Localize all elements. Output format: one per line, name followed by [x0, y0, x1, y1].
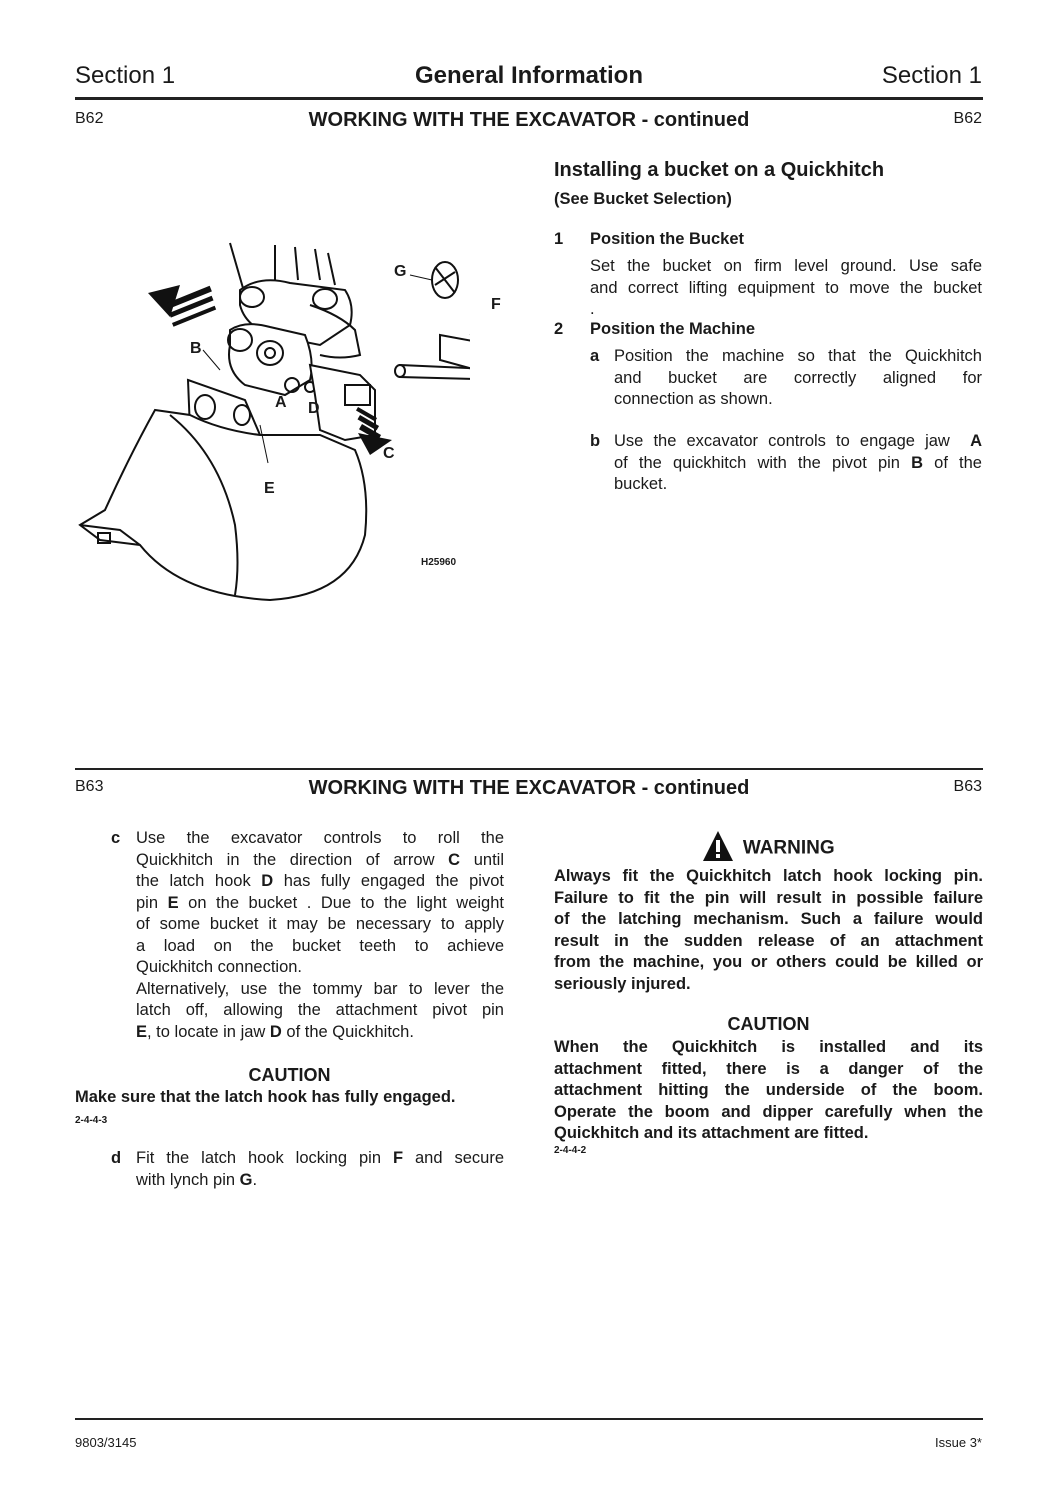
substep-a-letter: a [590, 347, 600, 365]
step1-line: Set the bucket on firm level ground. Use safe [590, 257, 982, 275]
jaw-a-ref: A [970, 432, 983, 450]
step1-text [590, 256, 982, 321]
footer-issue: Issue 3* [935, 1435, 982, 1450]
caution2-heading: CAUTION [727, 1014, 810, 1034]
substep-c-line [136, 871, 504, 893]
substep-d-line [136, 1148, 504, 1170]
substep-b-line [614, 453, 982, 475]
figure-code: H25960 [421, 557, 457, 568]
warning-icon [702, 830, 734, 867]
text-part: Quickhitch in the direction of arrow [136, 850, 449, 869]
text-part: the latch hook [136, 872, 262, 890]
figure-label-e: E [264, 480, 275, 497]
text-part: a load on the bucket teeth to achieve [136, 936, 504, 955]
substep-b-text-part: of the quickhitch with the pivot pin [614, 453, 900, 472]
header-section-right: Section 1 [881, 62, 982, 89]
figure-label-b: B [190, 340, 202, 357]
substep-b-line: bucket. [614, 475, 668, 493]
text-part: . [252, 1170, 258, 1189]
figure-label-a: A [275, 394, 287, 411]
substep-b-text [614, 431, 982, 496]
substep-b-text-part: of the [934, 453, 982, 472]
text-part: , to locate in jaw [147, 1022, 270, 1041]
substep-c-line [136, 957, 504, 979]
figure-label-f: F [491, 296, 501, 313]
text-part: of some bucket it may be necessary to apply [136, 915, 504, 933]
section-code-left: B63 [75, 778, 104, 795]
caution1-heading: CAUTION [248, 1065, 331, 1085]
warning-line: Always fit the Quickhitch latch hook locking pin. [554, 867, 983, 885]
header-rule [75, 97, 983, 100]
hook-d-ref: D [261, 872, 274, 890]
text-part: Fit the latch hook locking pin [136, 1149, 381, 1167]
warning-line: of the latching mechanism. Such a failure would [554, 910, 983, 928]
pin-e-ref: E [167, 893, 179, 912]
substep-d-letter: d [111, 1149, 122, 1167]
footer-doc-number: 9803/3145 [75, 1435, 137, 1450]
substep-b-line [614, 431, 982, 453]
header-section-left: Section 1 [75, 62, 176, 89]
text-part: pin [136, 893, 168, 912]
section-title: WORKING WITH THE EXCAVATOR - continued [308, 109, 750, 131]
caution2-line: Operate the boom and dipper carefully when the [554, 1102, 983, 1121]
step1-line: . [590, 300, 595, 318]
warning-line: result in the sudden release of an attachment [554, 931, 983, 950]
text-part: and secure [415, 1149, 504, 1167]
installing-subheading: (See Bucket Selection) [554, 190, 732, 208]
text-part: latch off, allowing the attachment pivot pin [136, 1001, 504, 1019]
jaw-d-ref: D [269, 1022, 282, 1041]
text-part: with lynch pin [136, 1170, 236, 1189]
substep-a-line: connection as shown. [614, 390, 773, 408]
installing-heading: Installing a bucket on a Quickhitch [554, 159, 885, 181]
section-title: WORKING WITH THE EXCAVATOR - continued [308, 777, 750, 799]
substep-c-line [136, 979, 504, 1001]
substep-c-line [136, 914, 504, 936]
header-title: General Information [414, 62, 644, 89]
substep-c-line [136, 1000, 504, 1022]
warning-line: from the machine, you or others could be killed or [554, 953, 983, 971]
quickhitch-illustration [70, 235, 470, 615]
substep-a-text [614, 346, 982, 411]
text-part: Quickhitch connection. [136, 958, 303, 976]
text-part: on the bucket . Due to the light weight [178, 893, 504, 912]
pin-g-ref: G [239, 1170, 253, 1189]
section-code-right: B62 [953, 110, 982, 127]
caution2-ref: 2-4-4-2 [554, 1145, 587, 1156]
substep-d-line [136, 1170, 504, 1192]
substep-c-line [136, 850, 504, 872]
text-part: Alternatively, use the tommy bar to lever the [136, 979, 504, 998]
caution2-line: attachment hitting the underside of the boom. [554, 1081, 983, 1099]
caution2-line: When the Quickhitch is installed and its [554, 1038, 983, 1056]
pin-e-ref: E [136, 1022, 148, 1041]
pin-f-ref: F [392, 1149, 404, 1167]
caution2-text [554, 1037, 983, 1145]
substep-c-line [136, 1022, 504, 1044]
substep-c-letter: c [111, 829, 121, 847]
substep-d-text [136, 1148, 504, 1191]
section-code-left: B62 [75, 110, 104, 127]
section-code-right: B63 [953, 778, 982, 795]
substep-a-line: Position the machine so that the Quickhitch [614, 347, 982, 365]
step2-number: 2 [554, 320, 564, 338]
pin-b-ref: B [911, 453, 924, 472]
substep-c-line [136, 893, 504, 915]
text-part: has fully engaged the pivot [273, 872, 504, 890]
arrow-c-ref: C [448, 850, 461, 869]
substep-b-text-part: Use the excavator controls to engage jaw [614, 432, 950, 450]
step1-title: Position the Bucket [590, 230, 745, 248]
substep-a-line: and bucket are correctly aligned for [614, 368, 982, 387]
figure-label-g: G [394, 263, 407, 280]
caution1-text: Make sure that the latch hook has fully engaged. [75, 1088, 456, 1106]
step1-line: and correct lifting equipment to move the bucket [590, 278, 982, 297]
warning-heading: WARNING [742, 837, 835, 859]
warning-heading-row [554, 830, 983, 867]
caution1-ref: 2-4-4-3 [75, 1115, 108, 1126]
text-part: until [460, 850, 505, 869]
footer-rule [75, 1418, 983, 1420]
warning-text [554, 866, 983, 995]
substep-c-line [136, 828, 504, 850]
step1-number: 1 [554, 230, 564, 248]
section-divider [75, 768, 983, 770]
warning-line: Failure to fit the pin will result in possible failure [554, 888, 983, 907]
caution2-line: Quickhitch and its attachment are fitted. [554, 1124, 869, 1142]
figure-label-d: D [308, 400, 320, 417]
substep-b-letter: b [590, 432, 601, 450]
warning-line: seriously injured. [554, 974, 691, 993]
text-part: of the Quickhitch. [281, 1022, 414, 1041]
substep-c-line [136, 936, 504, 958]
step2-title: Position the Machine [590, 320, 756, 338]
substep-c-text [136, 828, 504, 1043]
caution2-line: attachment fitted, there is a danger of the [554, 1059, 983, 1078]
text-part: Use the excavator controls to roll the [136, 829, 504, 847]
figure-label-c: C [383, 445, 395, 462]
quickhitch-figure [70, 235, 501, 615]
